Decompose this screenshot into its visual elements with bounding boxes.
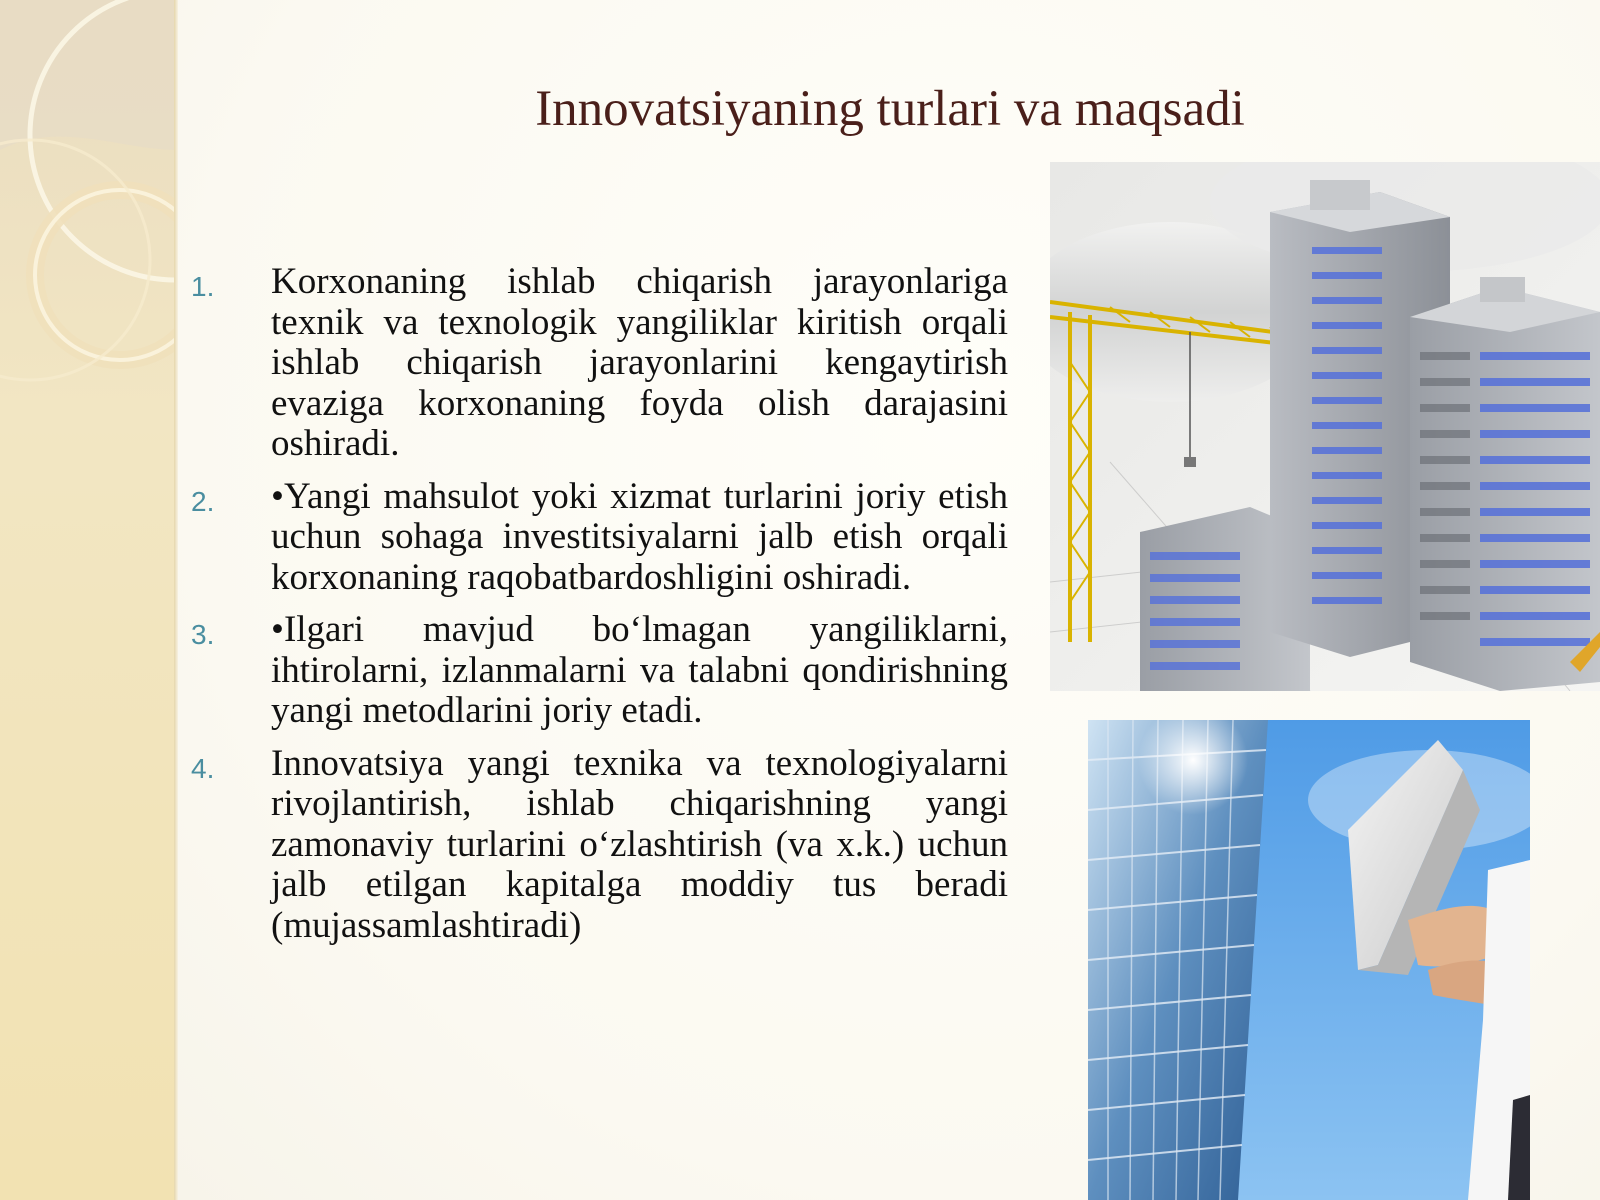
list-item-text: Korxonaning ishlab chiqarish jarayonlariga texnik va texnologik yangiliklar kiritish orqali ishlab chiqarish jarayonlarini kengaytirish evaziga korxonaning foyda olish darajasini oshiradi. — [271, 261, 1008, 464]
list-item-number: 1. — [191, 271, 215, 302]
list-item-number: 3. — [191, 619, 215, 650]
decorative-left-band — [0, 0, 178, 1200]
numbered-list — [188, 262, 1008, 958]
list-item — [188, 744, 1008, 947]
slide-title: Innovatsiyaning turlari va maqsadi — [535, 81, 1245, 137]
construction-buildings-image — [1050, 162, 1600, 691]
list-item-text: •Yangi mahsulot yoki xizmat turlarini joriy etish uchun sohaga investitsiyalarni jalb etish orqali korxonaning raqobatbardoshligini oshiradi. — [271, 475, 1008, 598]
decorative-rings — [0, 0, 178, 1200]
list-item-text: Innovatsiya yangi texnika va texnologiyalarni rivojlantirish, ishlab chiqarishning yangi zamonaviy turlarini o‘zlashtirish (va x.k.) uchun jalb etilgan kapitalga moddiy tus beradi (mujassamlashtiradi) — [271, 742, 1008, 946]
list-item-number: 4. — [191, 752, 215, 784]
list-item — [188, 610, 1008, 732]
list-item — [188, 262, 1008, 465]
list-item-text: •Ilgari mavjud bo‘lmagan yangiliklarni, ihtirolarni, izlanmalarni va talabni qondirishning yangi metodlarini joriy etadi. — [271, 609, 1008, 731]
list-item-number: 2. — [191, 485, 215, 517]
list-item — [188, 477, 1008, 599]
skyscraper-laptop-image — [1088, 720, 1530, 1200]
